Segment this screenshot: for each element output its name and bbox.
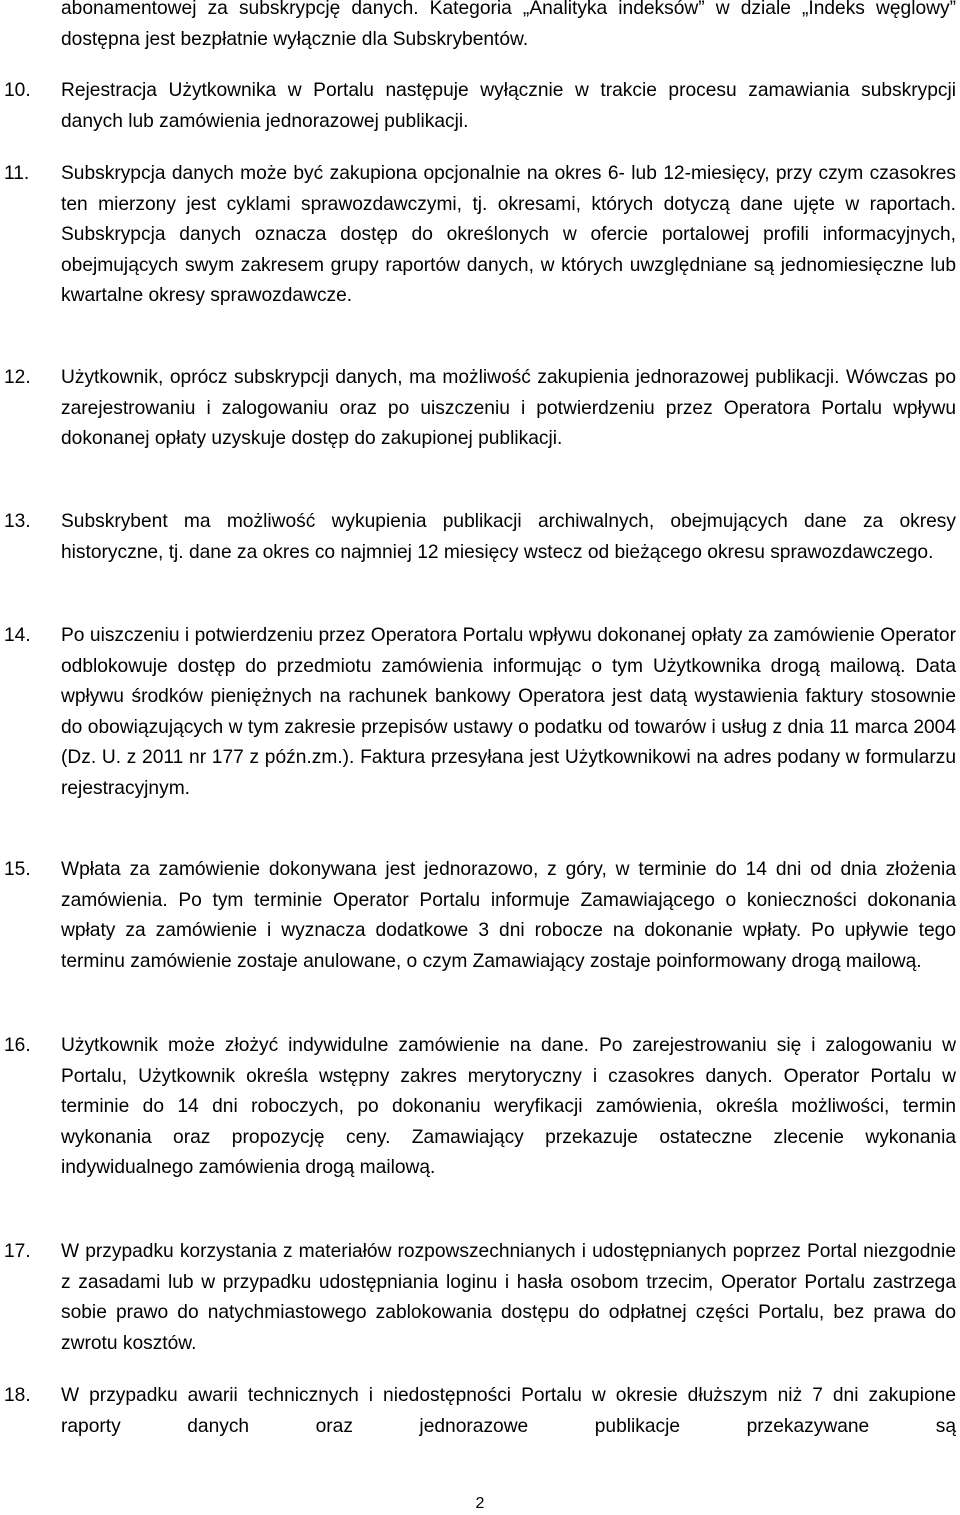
item-number: 15. (4, 859, 31, 880)
item-number: 10. (4, 80, 31, 101)
item-text: Wpłata za zamówienie dokonywana jest jednorazowo, z góry, w terminie do 14 dni od dnia złożenia zamówienia. Po tym terminie Operator Portalu informuje Zamawiającego o konieczności dokonania wpłaty za zamówienie i wyznacza dodatkowe 3 dni robocze na dokonanie wpłaty. Po upływie tego terminu zamówienie zostaje anulowane, o czym Zamawiający zostaje poinformowany drogą mailową. (61, 859, 956, 972)
item-number: 14. (4, 625, 31, 646)
item-number: 18. (4, 1385, 31, 1406)
item-number: 11. (4, 163, 30, 184)
page-number: 2 (475, 1495, 485, 1512)
item-text: W przypadku korzystania z materiałów rozpowszechnianych i udostępnianych poprzez Portal niezgodnie z zasadami lub w przypadku udostępniania loginu i hasła osobom trzecim, Operator Portalu zastrzega sobie prawo do natychmiastowego zablokowania dostępu do odpłatnej części Portalu, bez prawa do zwrotu kosztów. (61, 1241, 956, 1354)
item-text: Użytkownik, oprócz subskrypcji danych, ma możliwość zakupienia jednorazowej publikacji. Wówczas po zarejestrowaniu i zalogowaniu oraz po uiszczeniu i potwierdzeniu przez Operatora Portalu wpływu dokonanej opłaty uzyskuje dostęp do zakupionej publikacji. (61, 367, 956, 449)
item-text: Użytkownik może złożyć indywidulne zamówienie na dane. Po zarejestrowaniu się i zalogowaniu w Portalu, Użytkownik określa wstępny zakres merytoryczny i czasokres danych. Operator Portalu w terminie do 14 dni roboczych, po dokonaniu weryfikacji zamówienia, określa możliwości, termin wykonania oraz propozycję ceny. Zamawiający przekazuje ostateczne zlecenie wykonania indywidualnego zamówienia drogą mailową. (61, 1035, 956, 1178)
item-number: 13. (4, 511, 31, 532)
item-number: 12. (4, 367, 31, 388)
continuation-paragraph: abonamentowej za subskrypcję danych. Kategoria „Analityka indeksów” w dziale „Indeks węglowy” dostępna jest bezpłatnie wyłącznie dla Subskrybentów. (61, 0, 956, 50)
item-number: 17. (4, 1241, 31, 1262)
item-number: 16. (4, 1035, 31, 1056)
item-text: Po uiszczeniu i potwierdzeniu przez Operatora Portalu wpływu dokonanej opłaty za zamówienie Operator odblokowuje dostęp do przedmiotu zamówienia informując o tym Użytkownika drogą mailową. Data wpływu środków pieniężnych na rachunek bankowy Operatora jest datą wystawienia faktury stosownie do obowiązujących w tym zakresie przepisów ustawy o podatku od towarów i usług z dnia 11 marca 2004 (Dz. U. z 2011 nr 177 z późn.zm.). Faktura przesyłana jest Użytkownikowi na adres podany w formularzu rejestracyjnym. (61, 625, 956, 799)
item-text: Rejestracja Użytkownika w Portalu następuje wyłącznie w trakcie procesu zamawiania subskrypcji danych lub zamówienia jednorazowej publikacji. (61, 80, 956, 132)
item-text: Subskrybent ma możliwość wykupienia publikacji archiwalnych, obejmujących dane za okresy historyczne, tj. dane za okres co najmniej 12 miesięcy wstecz od bieżącego okresu sprawozdawczego. (61, 511, 956, 563)
item-text: W przypadku awarii technicznych i niedostępności Portalu w okresie dłuższym niż 7 dni zakupione raporty danych oraz jednorazowe publikacje przekazywane są (61, 1385, 956, 1437)
item-text: Subskrypcja danych może być zakupiona opcjonalnie na okres 6- lub 12-miesięcy, przy czym czasokres ten mierzony jest cyklami sprawozdawczymi, tj. okresami, których dotyczą dane ujęte w raportach. Subskrypcja danych oznacza dostęp do określonych w ofercie portalowej profili informacyjnych, obejmujących swym zakresem grupy raportów danych, w których uwzględniane są jednomiesięczne lub kwartalne okresy sprawozdawcze. (61, 163, 956, 306)
